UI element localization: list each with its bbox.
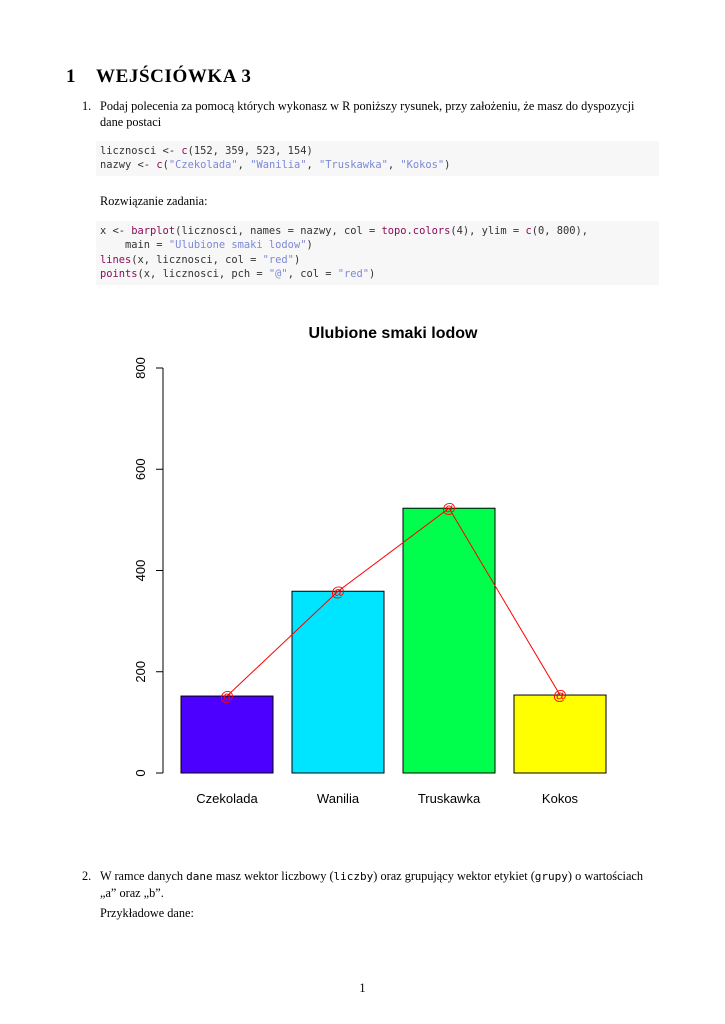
task1-number: 1.	[82, 99, 92, 113]
code-token: c	[525, 225, 532, 237]
code-token: "red"	[262, 253, 294, 266]
code-token: licznosci <-	[100, 145, 182, 157]
overlay-points	[220, 500, 567, 704]
task2-vector-grupy: grupy	[534, 870, 568, 883]
code-token: main =	[100, 239, 169, 252]
x-tick-label: Czekolada	[196, 791, 258, 806]
code-token: )	[306, 239, 313, 252]
task2-number: 2.	[82, 869, 92, 883]
code-token: c	[181, 145, 188, 157]
task2-line2: „a” oraz „b”.	[100, 886, 164, 900]
x-tick-label: Kokos	[541, 791, 579, 806]
task1-line2: dane postaci	[100, 115, 162, 129]
code-token: "Czekolada"	[168, 159, 238, 172]
y-tick-label: 600	[133, 458, 148, 481]
code-line	[100, 253, 655, 267]
data-point: @	[219, 688, 235, 705]
code-token: points	[100, 268, 138, 281]
section-number: 1	[66, 66, 77, 87]
barplot-chart	[0, 310, 725, 830]
task2-vector-liczby: liczby	[333, 870, 374, 883]
code-token: lines	[100, 253, 132, 266]
y-axis	[133, 357, 163, 776]
task1-line1: Podaj polecenia za pomocą których wykonasz w R poniższy rysunek, przy założeniu, że masz do dyspozycji	[100, 99, 635, 113]
code-token: (	[162, 159, 169, 172]
x-tick-labels	[196, 791, 578, 806]
bar	[514, 695, 606, 773]
code-token: (152, 359, 523, 154)	[187, 145, 313, 157]
code-token: )	[444, 159, 451, 172]
data-point: @	[552, 687, 568, 704]
data-point: @	[441, 500, 457, 517]
code-token: )	[369, 268, 376, 281]
task2-line1-a: W ramce danych	[100, 869, 187, 883]
y-tick-label: 200	[133, 660, 148, 683]
section-title: WEJŚCIÓWKA 3	[96, 66, 252, 87]
section-heading	[66, 66, 252, 88]
code-line	[100, 158, 655, 172]
code-token: "Truskawka"	[319, 159, 388, 172]
code-token: (4), ylim =	[450, 225, 526, 237]
code-token: "@"	[268, 268, 288, 281]
bar	[181, 696, 273, 773]
bar	[292, 591, 384, 773]
bar	[403, 508, 495, 773]
page-number: 1	[359, 981, 366, 995]
code-token: topo.colors	[381, 225, 451, 237]
task2-line1-e: ) oraz grupujący wektor etykiet (	[373, 869, 535, 883]
x-tick-label: Truskawka	[417, 791, 481, 806]
code-token: "Kokos"	[400, 159, 445, 172]
x-tick-label: Wanilia	[316, 791, 360, 806]
code-token: ,	[237, 159, 251, 172]
code-token: )	[293, 253, 301, 266]
example-label: Przykładowe dane:	[100, 906, 194, 920]
code-token: (x, licznosci, col =	[131, 253, 263, 266]
task2-line1-g: ) o wartościach	[567, 869, 644, 883]
code-block-data	[96, 141, 659, 176]
code-token: "Ulubione smaki lodow"	[168, 239, 307, 252]
code-token: (licznosci, names = nazwy, col =	[175, 225, 382, 237]
overlay-line	[227, 508, 560, 696]
code-token: ,	[306, 159, 320, 172]
task2-text	[82, 868, 643, 921]
code-token: , col =	[287, 268, 338, 281]
code-block-solution	[96, 221, 659, 285]
code-token: barplot	[131, 225, 176, 237]
code-token: "red"	[337, 268, 370, 281]
code-token: (x, licznosci, pch =	[137, 268, 269, 281]
bars	[181, 508, 606, 773]
code-line	[100, 144, 655, 158]
data-point: @	[330, 583, 346, 600]
overlay-polyline	[227, 508, 560, 696]
code-line	[100, 224, 655, 238]
code-token: nazwy <-	[100, 159, 157, 172]
y-tick-label: 800	[133, 357, 148, 379]
code-token: "Wanilia"	[250, 159, 307, 172]
task1-text	[82, 98, 634, 130]
solution-label: Rozwiązanie zadania:	[100, 194, 208, 208]
task2-df-name: dane	[186, 870, 213, 883]
y-tick-label: 400	[133, 559, 148, 582]
y-tick-label: 0	[133, 769, 148, 777]
task2-line1-c: masz wektor liczbowy (	[212, 869, 334, 883]
code-token: c	[156, 159, 163, 172]
code-line	[100, 238, 655, 252]
chart-title: Ulubione smaki lodow	[308, 325, 478, 342]
code-token: ,	[387, 159, 401, 172]
code-token: x <-	[100, 225, 132, 237]
code-line	[100, 267, 655, 281]
code-token: (0, 800),	[531, 225, 589, 237]
